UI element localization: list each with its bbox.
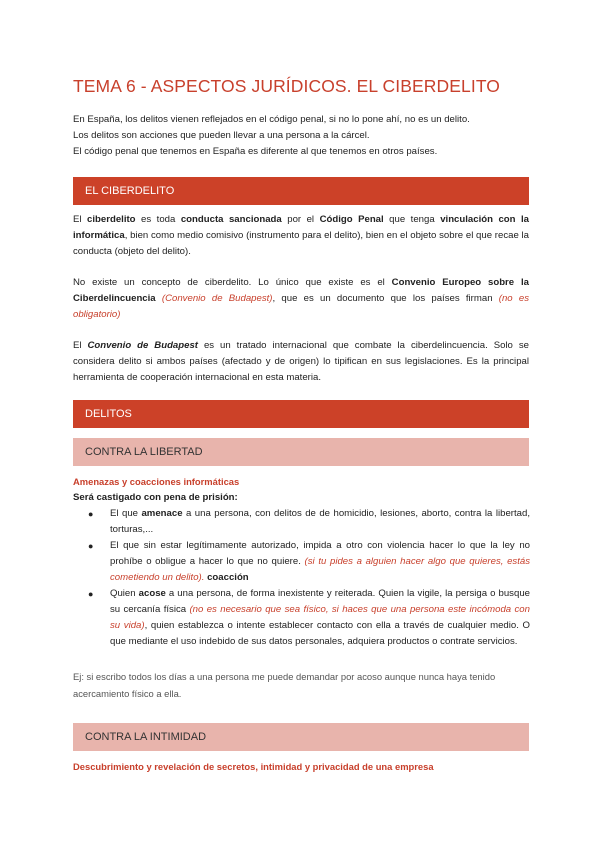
subsection-header-libertad: CONTRA LA LIBERTAD	[73, 438, 529, 466]
descubrimiento-heading: Descubrimiento y revelación de secretos, intimidad y privacidad de una empresa	[73, 761, 434, 772]
example-note: Ej: si escribo todos los días a una persona me puede demandar por acoso aunque nunca haya tenido acercamiento físico a ella.	[73, 671, 496, 699]
bullet-item-acoso: ● Quien acose a una persona, de forma inexistente y reiterada. Quien la vigile, la persiga o busque su cercanía física (no es necesario que sea físico, si haces que una persona este incómoda con su vida), quien establezca o intente establecer contacto con ella a través de cualquier medio. O que mediante el uso indebido de sus datos personales, adquiera productos o contrate servicios.	[88, 588, 531, 647]
page-title: TEMA 6 - ASPECTOS JURÍDICOS. EL CIBERDELITO	[73, 76, 500, 96]
paragraph-convenio: No existe un concepto de ciberdelito. Lo único que existe es el Convenio Europeo sobre la Ciberdelincuencia (Convenio de Budapest), que es un documento que los países firman (no es obligatorio)	[73, 277, 530, 320]
bullet-icon: ●	[88, 541, 94, 551]
bullet-icon: ●	[88, 589, 94, 599]
bullet-item-amenaza: ● El que amenace a una persona, con delitos de de homicidio, lesiones, aborto, contra la libertad, torturas,...	[88, 508, 530, 535]
section-header-delitos: DELITOS	[73, 400, 529, 428]
intro-line: El código penal que tenemos en España es diferente al que tenemos en otros países.	[73, 146, 438, 157]
bullet-icon: ●	[88, 509, 94, 519]
subsection-header-intimidad: CONTRA LA INTIMIDAD	[73, 723, 529, 751]
intro-line: En España, los delitos vienen reflejados en el código penal, si no lo pone ahí, no es un delito.	[73, 114, 470, 125]
intro-text	[73, 112, 533, 160]
section-header-ciberdelito: EL CIBERDELITO	[73, 177, 529, 205]
bullet-item-coaccion: ● El que sin estar legítimamente autorizado, impida a otro con violencia hacer lo que la ley no prohíbe o obligue a hacer lo que no quiere. (si tu pides a alguien hacer algo que quieres, estás cometiendo un delito). coacción	[88, 540, 530, 583]
amenazas-heading: Amenazas y coacciones informáticas	[73, 476, 240, 487]
paragraph-definition: El ciberdelito es toda conducta sancionada por el Código Penal que tenga vinculación con la informática, bien como medio comisivo (instrumento para el delito), bien en el objeto sobre el que recae la conducta (objeto del delito).	[73, 214, 530, 257]
paragraph-budapest: El Convenio de Budapest es un tratado internacional que combate la ciberdelincuencia. Solo se considera delito si ambos países (afectado y de origen) lo tipifican en sus legislaciones. Es la principal herramienta de cooperación internacional en esta materia.	[73, 340, 529, 383]
intro-line: Los delitos son acciones que pueden llevar a una persona a la cárcel.	[73, 130, 370, 141]
castigado-text: Será castigado con pena de prisión:	[73, 492, 238, 503]
